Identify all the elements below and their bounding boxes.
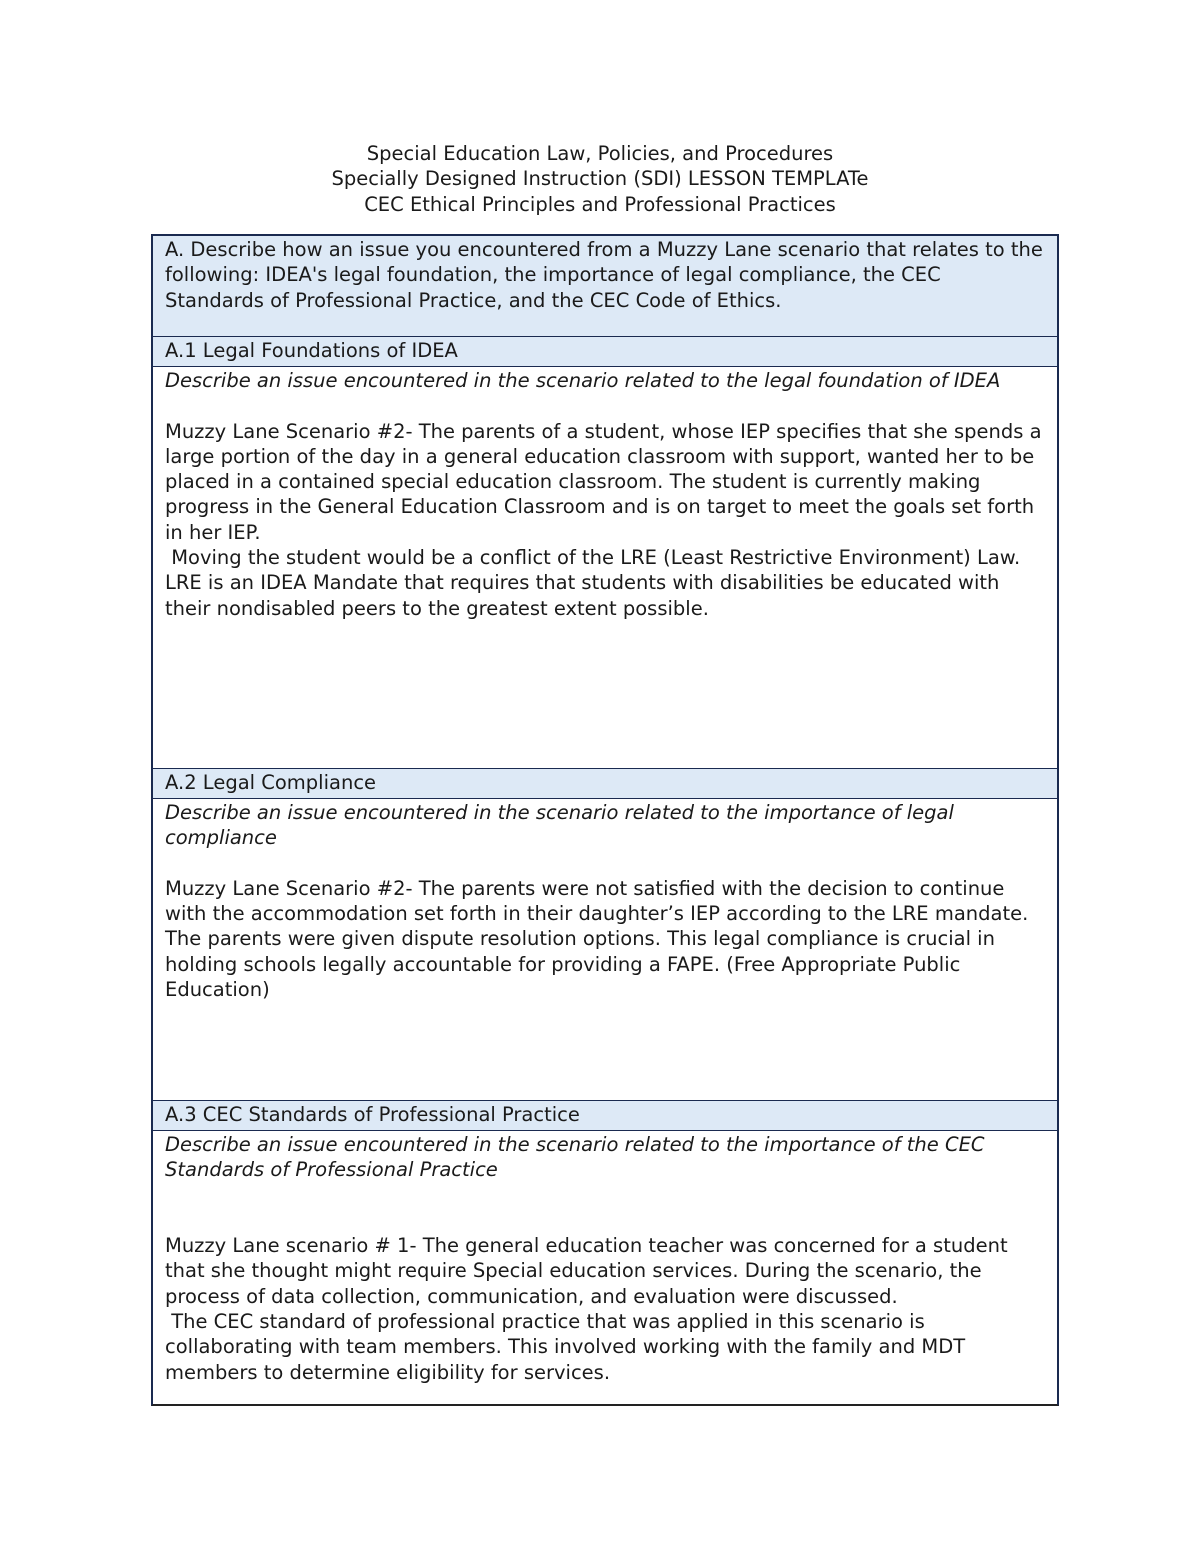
section-a2-prompt: Describe an issue encountered in the scenario related to the importance of legal compliance <box>165 801 954 850</box>
section-a2-response-1: Muzzy Lane Scenario #2- The parents were not satisfied with the decision to continue with the accommodation set forth in their daughter’s IEP according to the LRE mandate. The parents were given dispute resolution options. This legal compliance is crucial in holding schools legally accountable for providing a FAPE. (Free Appropriate Public Education) <box>165 876 1029 1002</box>
section-a1-body <box>153 367 1057 769</box>
section-a1-prompt: Describe an issue encountered in the scenario related to the legal foundation of IDEA <box>165 369 1001 392</box>
intro-text: A. Describe how an issue you encountered from a Muzzy Lane scenario that relates to the following: IDEA's legal foundation, the importance of legal compliance, the CEC Standards of Professional Practice, and the CEC Code of Ethics. <box>165 238 1043 312</box>
section-a2-heading: A.2 Legal Compliance <box>165 771 377 794</box>
title-line-3: CEC Ethical Principles and Professional Practices <box>364 192 836 216</box>
title-line-1: Special Education Law, Policies, and Procedures <box>366 142 834 165</box>
section-a2-heading-row <box>153 769 1057 799</box>
document-title-block <box>0 141 1200 217</box>
section-a1-heading: A.1 Legal Foundations of IDEA <box>165 339 458 362</box>
section-a3-heading-row <box>153 1101 1057 1131</box>
section-a2-body <box>153 799 1057 1101</box>
section-a3-heading: A.3 CEC Standards of Professional Practice <box>165 1103 580 1126</box>
section-a3-response-1: Muzzy Lane scenario # 1- The general education teacher was concerned for a student that she thought might require Special education services. During the scenario, the process of data collection, communication, and evaluation were discussed. <box>165 1234 1008 1308</box>
section-a3-prompt: Describe an issue encountered in the scenario related to the importance of the CEC Standards of Professional Practice <box>165 1133 985 1182</box>
section-a3-response-2: The CEC standard of professional practice that was applied in this scenario is collaborating with team members. This involved working with the family and MDT members to determine eligibility for services. <box>165 1310 972 1384</box>
section-a1-response-2: Moving the student would be a conflict of the LRE (Least Restrictive Environment) Law. LRE is an IDEA Mandate that requires that students with disabilities be educated with their nondisabled peers to the greatest extent possible. <box>165 546 1027 620</box>
section-a1-heading-row <box>153 337 1057 367</box>
section-a3-body <box>153 1131 1057 1404</box>
intro-row <box>153 236 1057 337</box>
title-line-2: Specially Designed Instruction (SDI) LESSON TEMPLATe <box>331 167 869 191</box>
section-a1-response-1: Muzzy Lane Scenario #2- The parents of a student, whose IEP specifies that she spends a large portion of the day in a general education classroom with support, wanted her to be placed in a contained special education classroom. The student is currently making progress in the General Education Classroom and is on target to meet the goals set forth in her IEP. <box>165 419 1042 544</box>
lesson-template-table <box>151 234 1059 1406</box>
